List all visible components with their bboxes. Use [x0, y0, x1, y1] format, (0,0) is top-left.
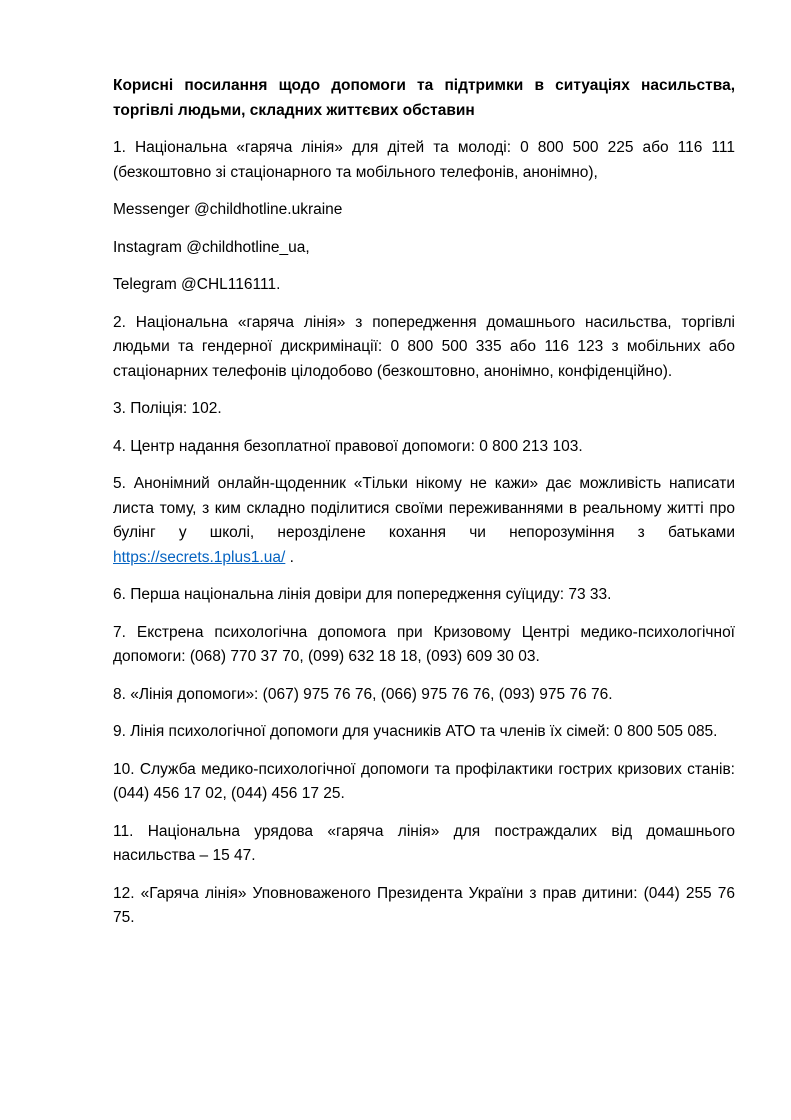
item-12: 12. «Гаряча лінія» Уповноваженого Президента України з прав дитини: (044) 255 76 75. [113, 884, 735, 926]
item-6: 6. Перша національна лінія довіри для попередження суїциду: 73 33. [113, 586, 612, 603]
document-title: Корисні посилання щодо допомоги та підтримки в ситуаціях насильства, торгівлі людьми, складних життєвих обставин [113, 77, 735, 119]
item-8: 8. «Лінія допомоги»: (067) 975 76 76, (066) 975 76 76, (093) 975 76 76. [113, 685, 613, 703]
item-7: 7. Екстрена психологічна допомога при Кризовому Центрі медико-психологічної допомоги: (068) 770 37 70, (099) 632 18 18, (093) 609 30 03. [113, 623, 735, 665]
messenger-contact: Messenger @childhotline.ukraine [113, 201, 343, 218]
item-1: 1. Національна «гаряча лінія» для дітей та молоді: 0 800 500 225 або 116 111 (безкоштовно зі стаціонарного та мобільного телефонів, анонімно), [113, 139, 735, 181]
secrets-link[interactable]: https://secrets.1plus1.ua/ [113, 548, 286, 566]
item-4: 4. Центр надання безоплатної правової допомоги: 0 800 213 103. [113, 437, 583, 455]
instagram-contact: Instagram @childhotline_ua, [113, 238, 310, 256]
document-page [113, 74, 735, 944]
item-2: 2. Національна «гаряча лінія» з попередження домашнього насильства, торгівлі людьми та гендерної дискримінації: 0 800 500 335 або 116 123 з мобільних або стаціонарних телефонів цілодобово (безкоштовно, анонімно, конфіденційно). [113, 313, 735, 380]
item-10: 10. Служба медико-психологічної допомоги та профілактики гострих кризових станів: (044) 456 17 02, (044) 456 17 25. [113, 760, 735, 802]
item-9: 9. Лінія психологічної допомоги для учасників АТО та членів їх сімей: 0 800 505 085. [113, 723, 718, 740]
item-3: 3. Поліція: 102. [113, 400, 222, 417]
item-5 [113, 472, 735, 570]
item-5-text: 5. Анонімний онлайн-щоденник «Тільки нікому не кажи» дає можливість написати листа тому, з ким складно поділитися своїми переживаннями в реальному житті про булінг у школі, нерозділене кохання чи непорозуміння з батьками [113, 475, 735, 541]
item-11: 11. Національна урядова «гаряча лінія» для постраждалих від домашнього насильства – 15 47. [113, 822, 735, 864]
telegram-contact: Telegram @CHL116111. [113, 276, 281, 293]
item-5-tail: . [285, 548, 294, 566]
